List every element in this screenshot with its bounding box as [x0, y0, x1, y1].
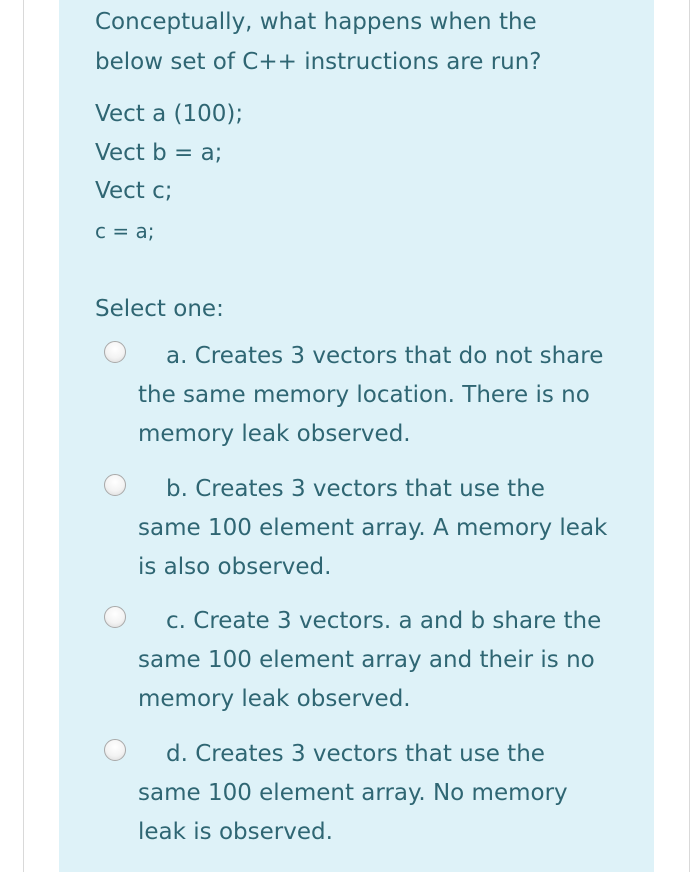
option-a-text-line-2[interactable]: the same memory location. There is no — [138, 382, 590, 408]
code-line-2: Vect b = a; — [95, 140, 223, 166]
option-d-text-line-2[interactable]: same 100 element array. No memory — [138, 780, 568, 806]
option-d-radio[interactable] — [104, 739, 126, 761]
option-b-text-line-2[interactable]: same 100 element array. A memory leak — [138, 515, 608, 541]
option-c-text-line-1[interactable]: c. Create 3 vectors. a and b share the — [166, 608, 602, 634]
option-c-text-line-3[interactable]: memory leak observed. — [138, 686, 411, 712]
option-a-text-line-3[interactable]: memory leak observed. — [138, 421, 411, 447]
option-b-text-line-1[interactable]: b. Creates 3 vectors that use the — [166, 476, 545, 502]
question-text-line-2: below set of C++ instructions are run? — [95, 49, 542, 75]
option-a-radio[interactable] — [104, 341, 126, 363]
question-text-line-1: Conceptually, what happens when the — [95, 9, 537, 35]
select-one-label: Select one: — [95, 296, 224, 322]
option-b-radio[interactable] — [104, 474, 126, 496]
code-line-4: c = a; — [95, 219, 155, 243]
option-c-text-line-2[interactable]: same 100 element array and their is no — [138, 647, 595, 673]
page-border-right — [689, 0, 690, 872]
option-d-text-line-3[interactable]: leak is observed. — [138, 819, 333, 845]
option-c-radio[interactable] — [104, 606, 126, 628]
code-line-3: Vect c; — [95, 178, 173, 204]
option-b-text-line-3[interactable]: is also observed. — [138, 554, 332, 580]
option-a-text-line-1[interactable]: a. Creates 3 vectors that do not share — [166, 343, 604, 369]
page-border-left — [23, 0, 24, 872]
code-line-1: Vect a (100); — [95, 101, 244, 127]
option-d-text-line-1[interactable]: d. Creates 3 vectors that use the — [166, 741, 545, 767]
